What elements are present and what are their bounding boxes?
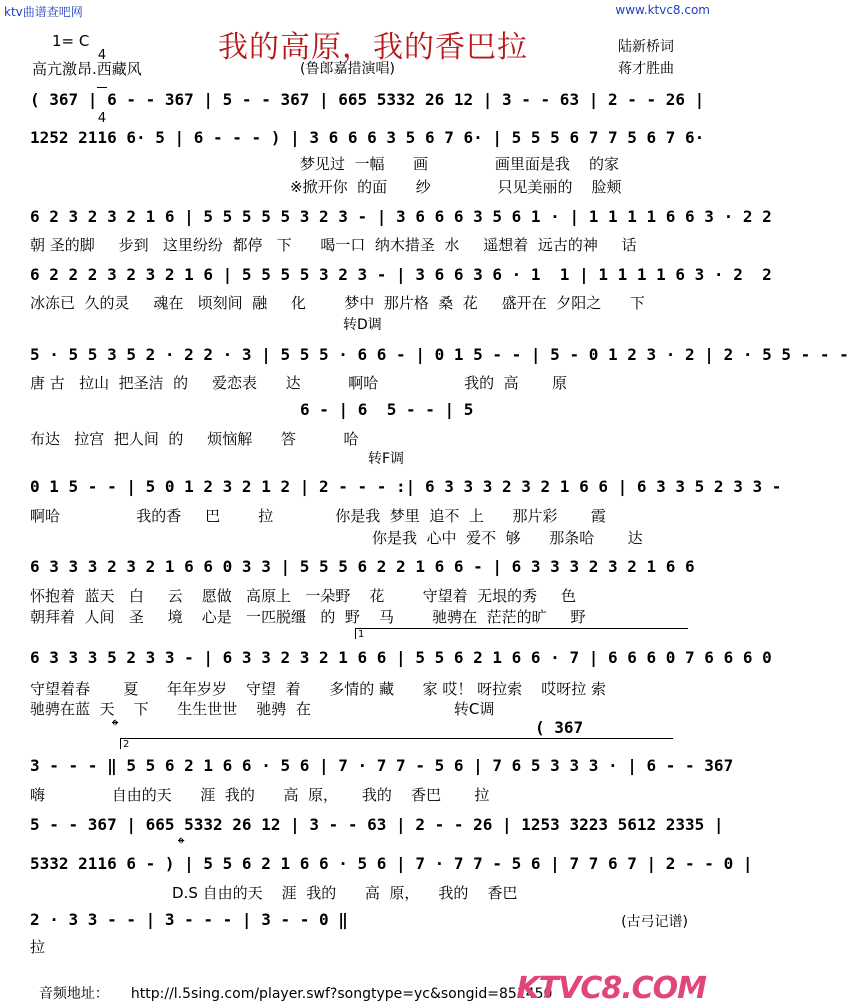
volta-1-label: 1 bbox=[358, 629, 365, 640]
song-title: 我的高原，我的香巴拉 bbox=[218, 30, 528, 65]
score-row-6: 0 1 5 - - | 5 0 1 2 3 2 1 2 | 2 - - - :| 6 3 3 3 2 3 2 1 6 6 | 6 3 3 5 2 3 3 - bbox=[30, 477, 782, 496]
lyric-row-5-verse-2: 布达 拉宫 把人间 的 烦恼解 答 哈 bbox=[30, 430, 359, 448]
singer-credit: (鲁郎嘉措演唱) bbox=[300, 61, 395, 77]
score-row-9: 3 - - - ‖ 5 5 6 2 1 6 6 · 5 6 | 7 · 7 7 - 5 6 | 7 6 5 3 3 3 · | 6 - - 367 bbox=[30, 756, 734, 775]
volta-2-label: 2 bbox=[123, 739, 130, 750]
score-row-4: 6 2 2 2 3 2 3 2 1 6 | 5 5 5 5 3 2 3 - | 3 6 6 3 6 · 1 1 | 1 1 1 1 6 3 · 2 2 bbox=[30, 265, 772, 284]
key-change-d: 转D调 bbox=[343, 317, 382, 333]
score-row-10: 5 - - 367 | 665 5332 26 12 | 3 - - 63 | 2 - - 26 | 1253 3223 5612 2335 | bbox=[30, 815, 724, 834]
score-row-7: 6 3 3 3 2 3 2 1 6 6 0 3 3 | 5 5 5 6 2 2 1 6 6 - | 6 3 3 3 2 3 2 1 6 6 bbox=[30, 557, 695, 576]
coda-icon-2: 𝄌 bbox=[178, 834, 185, 855]
composer-credit: 蒋才胜曲 bbox=[618, 61, 674, 77]
audio-address-url[interactable]: http://l.5sing.com/player.swf?songtype=yc&songid=851450 bbox=[130, 986, 553, 1002]
score-row-12: 2 · 3 3 - - | 3 - - - | 3 - - 0 ‖ bbox=[30, 910, 348, 929]
intro-repeat-notes: ( 367 bbox=[535, 718, 584, 737]
lyric-row-3: 朝 圣的脚 步到 这里纷纷 都停 下 喝一口 纳木措圣 水 遥想着 远古的神 话 bbox=[30, 236, 637, 254]
lyric-row-8-verse-1: 守望着春 夏 年年岁岁 守望 着 多情的 藏 家 哎！ 呀拉索 哎呀拉 索 bbox=[30, 680, 606, 698]
score-row-2: 1252 2116 6· 5 | 6 - - - ) | 3 6 6 6 3 5 6 7 6· | 5 5 5 6 7 7 5 6 7 6· bbox=[30, 128, 705, 147]
lyric-row-2-verse-1: 梦见过 一幅 画 画里面是我 的家 bbox=[300, 155, 619, 173]
lyric-row-6-verse-1: 啊哈 我的香 巴 拉 你是我 梦里 追不 上 那片彩 霞 bbox=[30, 507, 606, 525]
key-change-f: 转F调 bbox=[368, 451, 405, 467]
score-row-11: 5332 2116 6 - ) | 5 5 6 2 1 6 6 · 5 6 | 7 · 7 7 - 5 6 | 7 7 6 7 | 2 - - 0 | bbox=[30, 854, 753, 873]
lyric-row-7-verse-2: 朝拜着 人间 圣 境 心是 一匹脱缰 的 野 马 驰骋在 茫茫的旷 野 bbox=[30, 608, 586, 626]
lyric-row-4: 冰冻已 久的灵 魂在 顷刻间 融 化 梦中 那片格 桑 花 盛开在 夕阳之 下 bbox=[30, 294, 645, 312]
key-signature: 1= C bbox=[52, 32, 90, 50]
site-watermark-right: www.ktvc8.com bbox=[615, 3, 710, 17]
lyricist-credit: 陆新桥词 bbox=[618, 39, 674, 55]
transcription-note: (古弓记谱) bbox=[621, 914, 688, 930]
coda-icon: 𝄌 bbox=[112, 716, 119, 737]
score-row-8: 6 3 3 3 5 2 3 3 - | 6 3 3 2 3 2 1 6 6 | 5 5 6 2 1 6 6 · 7 | 6 6 6 0 7 6 6 6 0 bbox=[30, 648, 772, 667]
meter-top: 4 bbox=[97, 48, 107, 63]
volta-1 bbox=[355, 628, 688, 639]
audio-address bbox=[30, 967, 552, 1003]
song-style: 高亢激昂.西藏风 bbox=[32, 60, 142, 78]
score-row-5-alt: 6 - | 6 5 - - | 5 bbox=[300, 400, 474, 419]
lyric-row-5-verse-1: 唐 古 拉山 把圣洁 的 爱恋表 达 啊哈 我的 高 原 bbox=[30, 374, 568, 392]
site-watermark-left: ktv曲谱查吧网 bbox=[4, 5, 83, 19]
score-row-1: ( 367 | 6 - - 367 | 5 - - 367 | 665 5332 26 12 | 3 - - 63 | 2 - - 26 | bbox=[30, 90, 705, 109]
lyric-row-6-verse-2: 你是我 心中 爱不 够 那条哈 达 bbox=[372, 529, 643, 547]
lyric-row-2-verse-2: ※掀开你 的面 纱 只见美丽的 脸颊 bbox=[290, 178, 622, 196]
lyric-row-12: 拉 bbox=[30, 938, 46, 956]
time-signature bbox=[97, 26, 107, 137]
lyric-row-8-verse-2: 驰骋在蓝 天 下 生生世世 驰骋 在 转C调 bbox=[30, 700, 495, 718]
score-row-5: 5 · 5 5 3 5 2 · 2 2 · 3 | 5 5 5 · 6 6 - | 0 1 5 - - | 5 - 0 1 2 3 · 2 | 2 · 5 5 - - - bbox=[30, 345, 849, 364]
lyric-row-9: 嗨 自由的天 涯 我的 高 原， 我的 香巴 拉 bbox=[30, 786, 490, 804]
lyric-row-11: D.S 自由的天 涯 我的 高 原， 我的 香巴 bbox=[172, 884, 518, 902]
lyric-row-7-verse-1: 怀抱着 蓝天 白 云 愿做 高原上 一朵野 花 守望着 无垠的秀 色 bbox=[30, 587, 576, 605]
audio-address-label: 音频地址： bbox=[38, 986, 109, 1002]
score-row-3: 6 2 3 2 3 2 1 6 | 5 5 5 5 5 3 2 3 - | 3 6 6 6 3 5 6 1 · | 1 1 1 1 6 6 3 · 2 2 bbox=[30, 207, 772, 226]
meter-bottom: 4 bbox=[97, 111, 107, 126]
site-logo: KTVC8.COM bbox=[516, 971, 706, 1006]
volta-2 bbox=[120, 738, 673, 749]
